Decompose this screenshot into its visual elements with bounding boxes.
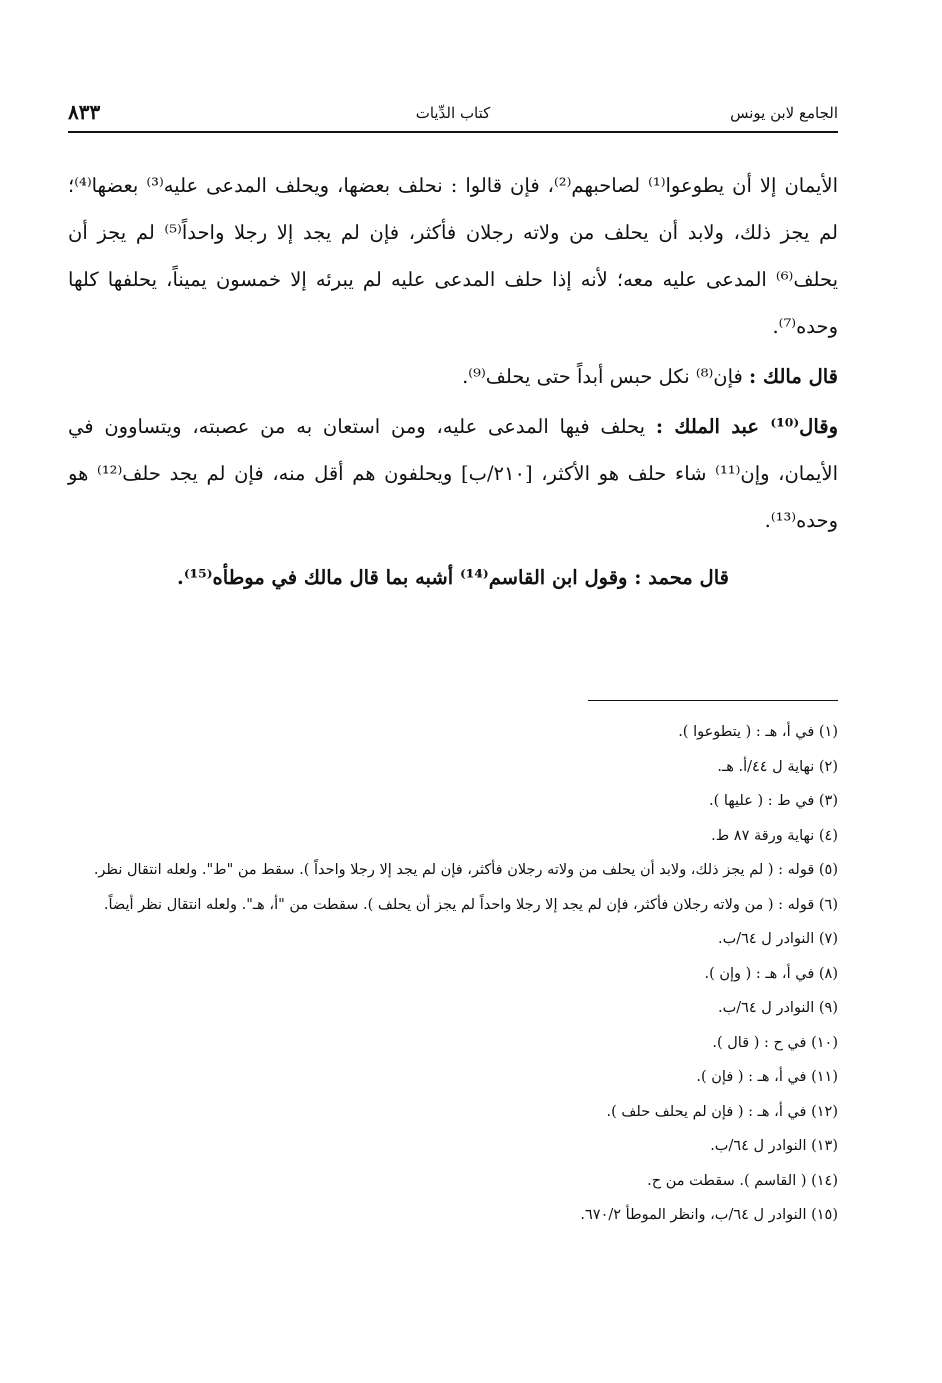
footnote-divider: [588, 700, 838, 701]
paragraph-2: [68, 353, 838, 400]
footnote: (١٢) في أ، هـ : ( فإن لم يحلف حلف ).: [606, 1103, 838, 1120]
footnote: (٨) في أ، هـ : ( وإن ).: [704, 965, 838, 982]
page-number: ٨٣٣: [68, 100, 101, 124]
footnote: (١٥) النوادر ل ٦٤/ب، وانظر الموطأ ٦٧٠/٢.: [580, 1207, 838, 1223]
footnote: (٦) قوله : ( من ولاته رجلان فأكثر، فإن لم يجد إلا رجلا واحداً لم يجز أن يحلف ). سقطت من "أ، هـ". ولعله انتقال نظر أيضاً.: [103, 896, 838, 913]
page-header: [68, 100, 838, 130]
main-text: [68, 162, 838, 601]
footnotes: [68, 715, 838, 1233]
running-head-chapter-title: كتاب الدِّيات: [415, 104, 491, 122]
footnote: (٩) النوادر ل ٦٤/ب.: [717, 1000, 838, 1016]
paragraph-2-text: فإن⁽⁸⁾ نكل حبس أبداً حتى يحلف⁽⁹⁾.: [462, 365, 750, 388]
speaker-abd-al-malik: وقال⁽¹⁰⁾ عبد الملك :: [655, 415, 838, 438]
paragraph-3-text: يحلف فيها المدعى عليه، ومن استعان به من عصبته، ويتساوون في الأيمان، وإن⁽¹¹⁾ شاء حلف هو الأكثر، [٢١٠/ب] ويحلفون هم أقل منه، فإن لم يجد حلف⁽¹²⁾ هو وحده⁽¹³⁾.: [68, 415, 838, 532]
paragraph-3: [68, 403, 838, 544]
footnote: (١٠) في ح : ( قال ).: [712, 1034, 838, 1051]
footnote: (١٣) النوادر ل ٦٤/ب.: [710, 1138, 838, 1154]
footnote: (١١) في أ، هـ : ( فإن ).: [696, 1069, 838, 1085]
header-divider: [68, 131, 838, 133]
footnote: (٧) النوادر ل ٦٤/ب.: [717, 931, 838, 947]
paragraph-1: الأيمان إلا أن يطوعوا⁽¹⁾ لصاحبهم⁽²⁾، فإن قالوا : نحلف بعضها، ويحلف المدعى عليه⁽³⁾ بعضها⁽⁴⁾؛ لم يجز ذلك، ولابد أن يحلف من ولاته رجلان فأكثر، فإن لم يجد إلا رجلا واحداً⁽⁵⁾ لم يجز أن يحلف⁽⁶⁾ المدعى عليه معه؛ لأنه إذا حلف المدعى عليه لم يبرئه إلا خمسون يميناً، يحلفها كلها وحده⁽⁷⁾.: [68, 174, 838, 338]
footnote: (٣) في ط : ( عليها ).: [709, 793, 838, 809]
footnote: (٥) قوله : ( لم يجز ذلك، ولابد أن يحلف من ولاته رجلان فأكثر، فإن لم يجد إلا رجلا واحداً ). سقط من "ط". ولعله انتقال نظر.: [93, 862, 838, 878]
paragraph-4-muhammad: قال محمد : وقول ابن القاسم⁽¹⁴⁾ أشبه بما قال مالك في موطأه⁽¹⁵⁾.: [177, 566, 729, 589]
footnote: (٢) نهاية ل ٤٤/أ. هـ.: [717, 758, 838, 775]
footnote: (١) في أ، هـ : ( يتطوعوا ).: [678, 724, 838, 740]
running-head-book-title: الجامع لابن يونس: [730, 104, 838, 122]
footnote: (١٤) ( القاسم ). سقطت من ح.: [647, 1172, 838, 1189]
speaker-malik: قال مالك :: [749, 365, 838, 388]
footnote: (٤) نهاية ورقة ٨٧ ط.: [711, 827, 838, 844]
